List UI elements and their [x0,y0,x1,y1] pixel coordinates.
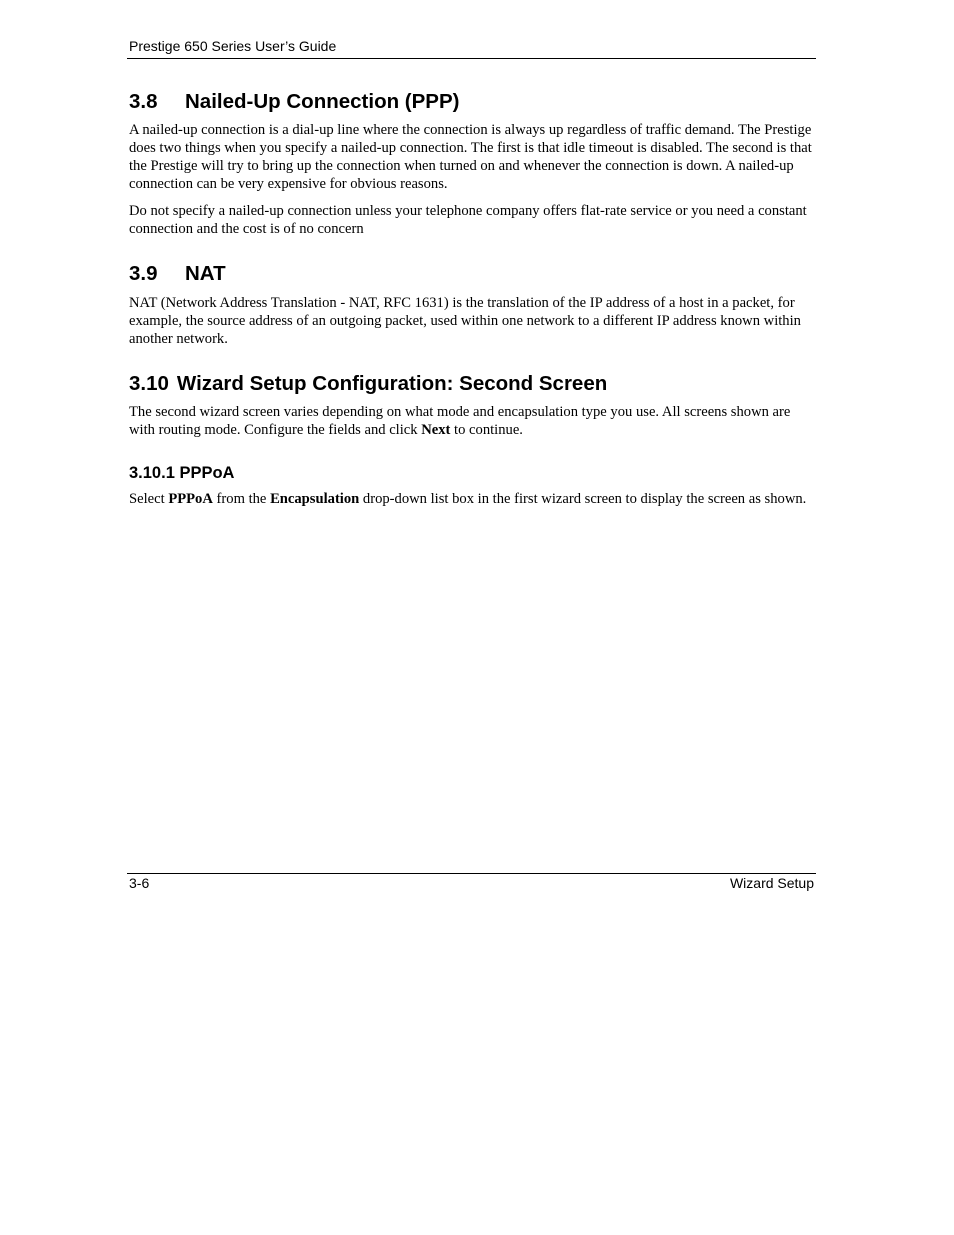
paragraph-text: to continue. [450,422,523,438]
subsection-heading-3-10-1: 3.10.1 PPPoA [129,464,235,482]
section-heading-3-9 [129,260,817,288]
bold-term-next: Next [421,422,451,438]
footer-rule [127,873,816,874]
paragraph: A nailed-up connection is a dial-up line where the connection is always up regardless of traffic demand. The Prestige does two things when you specify a nailed-up connection. The first is that idle timeout is disabled. The second is that the Prestige will try to bring up the connection when turned on and whenever the connection is down. A nailed-up connection can be very expensive for obvious reasons. [129,122,812,192]
paragraph: Do not specify a nailed-up connection unless your telephone company offers flat-rate service or you need a constant connection and the cost is of no concern [129,203,807,237]
paragraph-text: drop-down list box in the first wizard screen to display the screen as shown. [359,491,807,507]
paragraph-text: from the [212,491,271,507]
section-number: 3.9 [129,262,158,285]
section-number: 3.8 [129,90,158,113]
header-rule [127,58,816,59]
running-header: Prestige 650 Series User’s Guide [129,38,337,54]
paragraph [129,403,817,439]
paragraph: NAT (Network Address Translation - NAT, RFC 1631) is the translation of the IP address of a host in a packet, for example, the source address of an outgoing packet, used within one network to a different IP address known within another network. [129,295,801,347]
paragraph-text: The second wizard screen varies depending on what mode and encapsulation type you use. All screens shown are with routing mode. Configure the fields and click [129,404,791,438]
page-content [129,88,817,508]
section-title: NAT [185,262,226,285]
section-title: Nailed-Up Connection (PPP) [185,90,460,113]
bold-term-pppoa: PPPoA [168,491,213,507]
footer-page-number: 3-6 [129,875,150,891]
section-title: Wizard Setup Configuration: Second Screen [176,372,608,395]
section-heading-3-10 [129,370,817,398]
paragraph-text: Select [129,491,169,507]
paragraph [129,490,817,508]
section-heading-3-8 [129,88,817,116]
bold-term-encapsulation: Encapsulation [270,491,360,507]
section-number: 3.10 [129,372,169,395]
footer-chapter: Wizard Setup [729,875,814,891]
